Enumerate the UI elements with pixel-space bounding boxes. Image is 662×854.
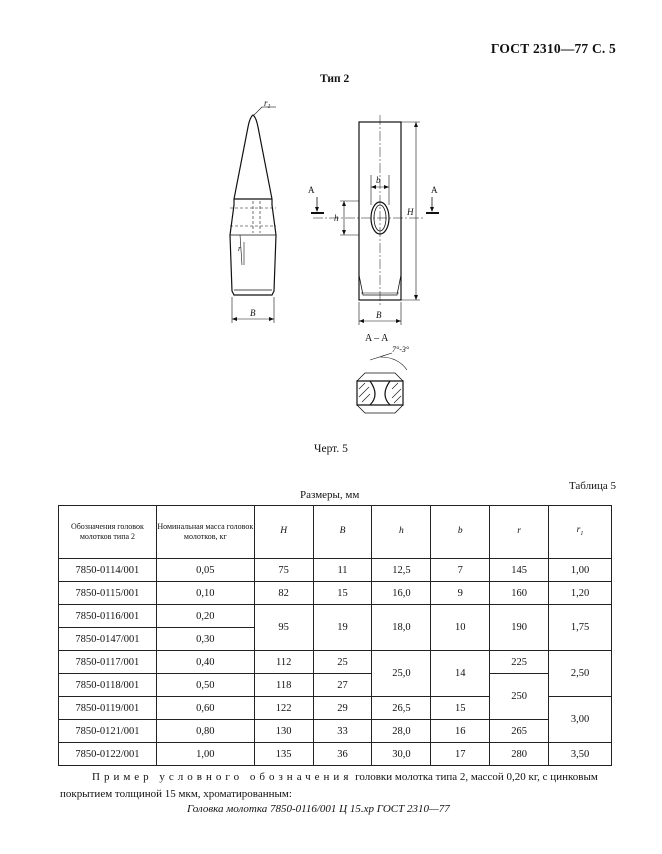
table-row (59, 674, 612, 697)
dimensions-label: Размеры, мм (300, 489, 360, 501)
cell-designation: 7850-0115/001 (59, 582, 157, 605)
cell-mass: 0,05 (156, 559, 254, 582)
cell-h: 18,0 (372, 605, 431, 651)
cell-r: 250 (490, 674, 549, 720)
col-mass: Номинальная масса головок молотков, кг (156, 506, 254, 559)
technical-drawing (220, 95, 450, 425)
cell-mass: 0,30 (156, 628, 254, 651)
cell-r: 265 (490, 720, 549, 743)
label-b: b (376, 175, 381, 185)
label-H: H (407, 207, 414, 217)
cell-designation: 7850-0118/001 (59, 674, 157, 697)
cell-mass: 0,50 (156, 674, 254, 697)
label-angle: 7°-3° (392, 345, 410, 354)
cell-H: 122 (254, 697, 313, 720)
cell-r1: 3,50 (549, 743, 612, 766)
cell-r: 280 (490, 743, 549, 766)
cell-h: 26,5 (372, 697, 431, 720)
side-view (230, 107, 276, 323)
cell-designation: 7850-0147/001 (59, 628, 157, 651)
col-r: r (490, 506, 549, 559)
cell-r1: 3,00 (549, 697, 612, 743)
cell-mass: 0,10 (156, 582, 254, 605)
table-title: Таблица 5 (568, 480, 616, 492)
label-B-left: B (250, 308, 256, 318)
cell-H: 118 (254, 674, 313, 697)
label-A-right: A (431, 185, 438, 195)
label-A-left: A (308, 185, 315, 195)
cell-H: 75 (254, 559, 313, 582)
cell-h: 25,0 (372, 651, 431, 697)
cell-B: 27 (313, 674, 372, 697)
cell-h: 28,0 (372, 720, 431, 743)
page-header: ГОСТ 2310—77 С. 5 (490, 41, 616, 56)
label-r: r (238, 244, 242, 253)
cell-b: 7 (431, 559, 490, 582)
cell-r1: 1,00 (549, 559, 612, 582)
col-B: B (313, 506, 372, 559)
cell-r: 160 (490, 582, 549, 605)
cell-b: 15 (431, 697, 490, 720)
table-row (59, 582, 612, 605)
cell-h: 30,0 (372, 743, 431, 766)
col-h: h (372, 506, 431, 559)
cell-r1: 1,75 (549, 605, 612, 651)
cell-designation: 7850-0121/001 (59, 720, 157, 743)
cell-B: 25 (313, 651, 372, 674)
cell-mass: 0,20 (156, 605, 254, 628)
example-designation: Головка молотка 7850-0116/001 Ц 15.хр ГОСТ 2310—77 (187, 803, 450, 815)
label-h: h (334, 213, 339, 223)
table-row (59, 559, 612, 582)
cell-mass: 0,60 (156, 697, 254, 720)
cell-designation: 7850-0122/001 (59, 743, 157, 766)
cell-H: 112 (254, 651, 313, 674)
dimensions-table (58, 505, 612, 766)
cell-B: 33 (313, 720, 372, 743)
label-B-right: B (376, 310, 382, 320)
cell-B: 11 (313, 559, 372, 582)
table-row (59, 720, 612, 743)
cell-mass: 0,80 (156, 720, 254, 743)
cell-designation: 7850-0116/001 (59, 605, 157, 628)
cell-h: 12,5 (372, 559, 431, 582)
cell-H: 95 (254, 605, 313, 651)
cell-B: 29 (313, 697, 372, 720)
table-header-row (59, 506, 612, 559)
cell-r: 225 (490, 651, 549, 674)
cell-B: 36 (313, 743, 372, 766)
table-row (59, 743, 612, 766)
cell-b: 16 (431, 720, 490, 743)
section-view (357, 353, 407, 413)
example-paragraph (60, 769, 620, 802)
example-text: головки молотка типа 2, массой 0,20 кг, с цинковым покрытием толщиной 15 мкм, хроматированным: (60, 771, 598, 800)
label-r1: $r_1$ (264, 98, 271, 110)
cell-H: 130 (254, 720, 313, 743)
cell-designation: 7850-0114/001 (59, 559, 157, 582)
cell-designation: 7850-0119/001 (59, 697, 157, 720)
cell-r1: 1,20 (549, 582, 612, 605)
cell-b: 10 (431, 605, 490, 651)
col-r1: $r_1$ (549, 506, 612, 559)
table-row (59, 605, 612, 628)
cell-B: 19 (313, 605, 372, 651)
label-section: A – A (365, 333, 389, 344)
type-label: Тип 2 (320, 73, 350, 85)
cell-h: 16,0 (372, 582, 431, 605)
cell-mass: 1,00 (156, 743, 254, 766)
cell-r1: 2,50 (549, 651, 612, 697)
table-row (59, 651, 612, 674)
col-b: b (431, 506, 490, 559)
col-designation: Обозначения головок молотков типа 2 (59, 506, 157, 559)
cell-b: 14 (431, 651, 490, 697)
cell-H: 82 (254, 582, 313, 605)
cell-b: 9 (431, 582, 490, 605)
col-H: H (254, 506, 313, 559)
cell-r: 190 (490, 605, 549, 651)
cell-designation: 7850-0117/001 (59, 651, 157, 674)
cell-b: 17 (431, 743, 490, 766)
cell-B: 15 (313, 582, 372, 605)
cell-H: 135 (254, 743, 313, 766)
figure-caption: Черт. 5 (314, 443, 348, 455)
cell-r: 145 (490, 559, 549, 582)
example-heading: Пример условного обозначения (92, 771, 353, 783)
front-view (311, 115, 439, 325)
cell-mass: 0,40 (156, 651, 254, 674)
